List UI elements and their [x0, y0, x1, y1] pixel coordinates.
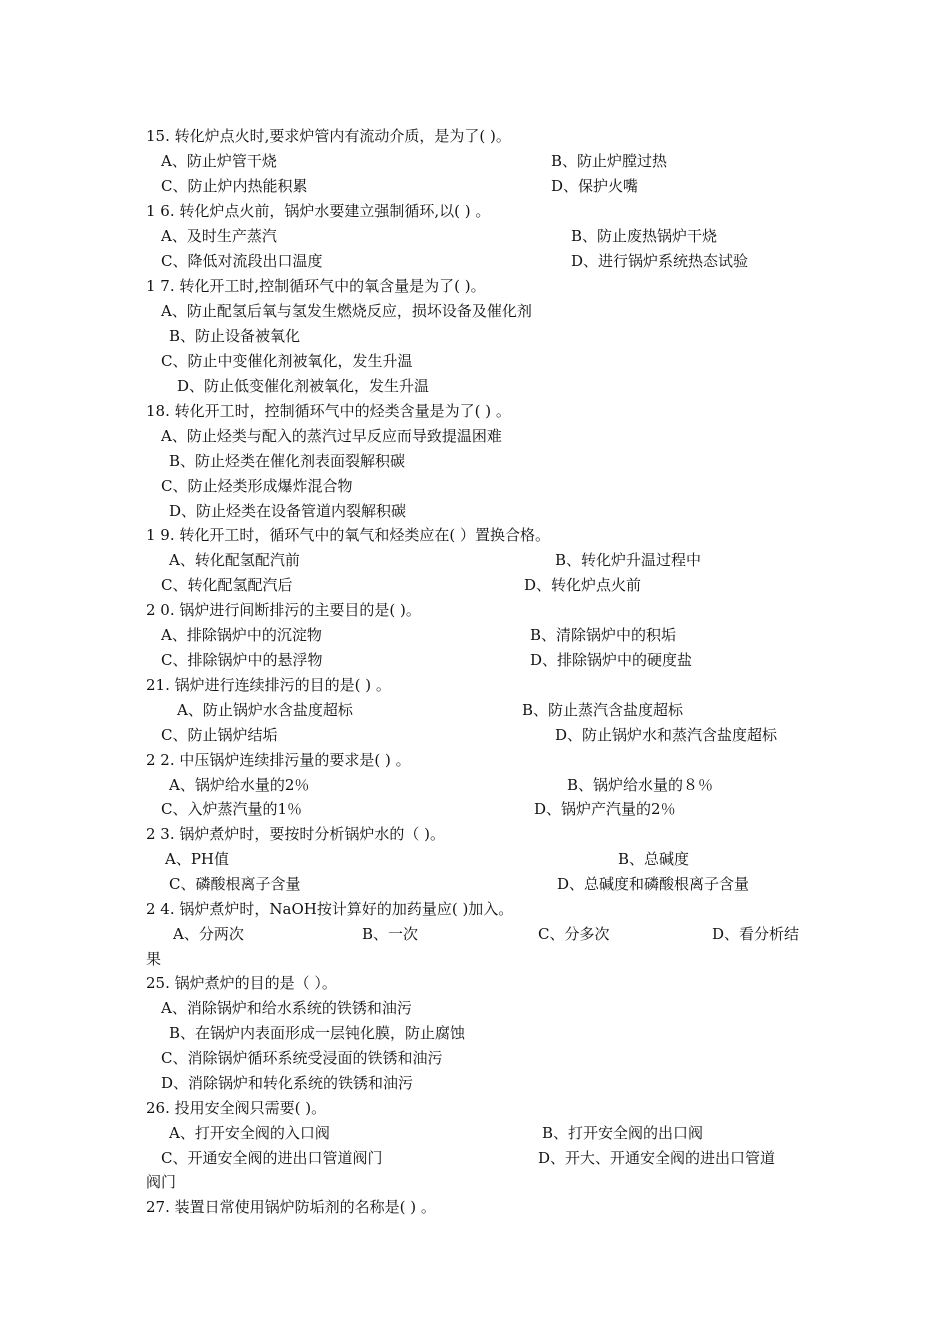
option-d: D、保护火嘴	[551, 177, 639, 195]
option-b: B、打开安全阀的出口阀	[542, 1124, 704, 1142]
question-stem: 1 7. 转化开工时,控制循环气中的氧含量是为了( )。	[146, 277, 486, 295]
option-c: C、降低对流段出口温度	[161, 252, 323, 270]
question-stem: 21. 锅炉进行连续排污的目的是( ) 。	[146, 676, 391, 694]
option-c: C、开通安全阀的进出口管道阀门	[161, 1149, 383, 1167]
option-a: A、转化配氢配汽前	[169, 551, 300, 569]
option-b: B、转化炉升温过程中	[555, 551, 702, 569]
option-c: C、磷酸根离子含量	[169, 875, 301, 893]
option-d-wrap: 果	[146, 950, 162, 968]
option-b: B、一次	[362, 925, 419, 943]
question-stem: 2 3. 锅炉煮炉时，要按时分析锅炉水的（ )。	[146, 825, 446, 843]
option-b: B、防止蒸汽含盐度超标	[522, 701, 684, 719]
option-c: C、消除锅炉循环系统受浸面的铁锈和油污	[161, 1049, 443, 1067]
option-a: A、排除锅炉中的沉淀物	[161, 626, 322, 644]
option-a: A、PH值	[165, 850, 230, 868]
option-c: C、分多次	[538, 925, 610, 943]
option-d: D、排除锅炉中的硬度盐	[530, 651, 693, 669]
option-c: C、防止中变催化剂被氧化，发生升温	[161, 352, 413, 370]
option-c: C、防止炉内热能积累	[161, 177, 308, 195]
option-a: A、消除锅炉和给水系统的铁锈和油污	[161, 999, 412, 1017]
option-c: C、防止锅炉结垢	[161, 726, 278, 744]
option-d: D、消除锅炉和转化系统的铁锈和油污	[161, 1074, 414, 1092]
option-c: C、入炉蒸汽量的1％	[161, 800, 303, 818]
option-a: A、锅炉给水量的2％	[169, 776, 310, 794]
question-stem: 2 2. 中压锅炉连续排污量的要求是( ) 。	[146, 751, 411, 769]
option-c: C、转化配氢配汽后	[161, 576, 293, 594]
question-stem: 27. 装置日常使用锅炉防垢剂的名称是( ) 。	[146, 1198, 436, 1216]
option-d: D、开大、开通安全阀的进出口管道	[538, 1149, 776, 1167]
option-a: A、防止烃类与配入的蒸汽过早反应而导致提温困难	[161, 427, 502, 445]
option-d: D、防止低变催化剂被氧化，发生升温	[177, 377, 430, 395]
option-d: D、看分析结	[712, 925, 800, 943]
option-a: A、防止炉管干烧	[161, 152, 277, 170]
question-stem: 18. 转化开工时，控制循环气中的烃类含量是为了( ) 。	[146, 402, 511, 420]
option-c: C、防止烃类形成爆炸混合物	[161, 477, 353, 495]
option-c: C、排除锅炉中的悬浮物	[161, 651, 323, 669]
option-d-wrap: 阀门	[146, 1173, 177, 1191]
option-b: B、防止废热锅炉干烧	[571, 227, 718, 245]
question-stem: 26. 投用安全阀只需要( )。	[146, 1099, 327, 1117]
option-a: A、防止配氢后氧与氢发生燃烧反应，损坏设备及催化剂	[161, 302, 532, 320]
question-stem: 2 0. 锅炉进行间断排污的主要目的是( )。	[146, 601, 421, 619]
question-stem: 1 9. 转化开工时，循环气中的氧气和烃类应在( ）置换合格。	[146, 526, 551, 544]
option-b: B、锅炉给水量的８％	[567, 776, 714, 794]
question-stem: 25. 锅炉煮炉的目的是（ ）。	[146, 974, 337, 992]
option-d: D、防止烃类在设备管道内裂解积碳	[169, 502, 407, 520]
option-b: B、清除锅炉中的积垢	[530, 626, 677, 644]
option-b: B、防止炉膛过热	[551, 152, 668, 170]
option-d: D、防止锅炉水和蒸汽含盐度超标	[555, 726, 778, 744]
option-b: B、总碱度	[618, 850, 690, 868]
option-a: A、防止锅炉水含盐度超标	[177, 701, 353, 719]
option-a: A、打开安全阀的入口阀	[169, 1124, 330, 1142]
option-b: B、防止烃类在催化剂表面裂解积碳	[169, 452, 406, 470]
option-d: D、锅炉产汽量的2％	[534, 800, 676, 818]
question-stem: 2 4. 锅炉煮炉时，NaOH按计算好的加药量应( )加入。	[146, 900, 514, 918]
option-d: D、转化炉点火前	[524, 576, 642, 594]
option-d: D、总碱度和磷酸根离子含量	[557, 875, 750, 893]
question-stem: 15. 转化炉点火时,要求炉管内有流动介质，是为了( )。	[146, 127, 511, 145]
option-d: D、进行锅炉系统热态试验	[571, 252, 749, 270]
option-a: A、分两次	[173, 925, 244, 943]
option-a: A、及时生产蒸汽	[161, 227, 277, 245]
question-stem: 1 6. 转化炉点火前，锅炉水要建立强制循环,以( ) 。	[146, 202, 491, 220]
option-b: B、防止设备被氧化	[169, 327, 301, 345]
option-b: B、在锅炉内表面形成一层钝化膜，防止腐蚀	[169, 1024, 466, 1042]
